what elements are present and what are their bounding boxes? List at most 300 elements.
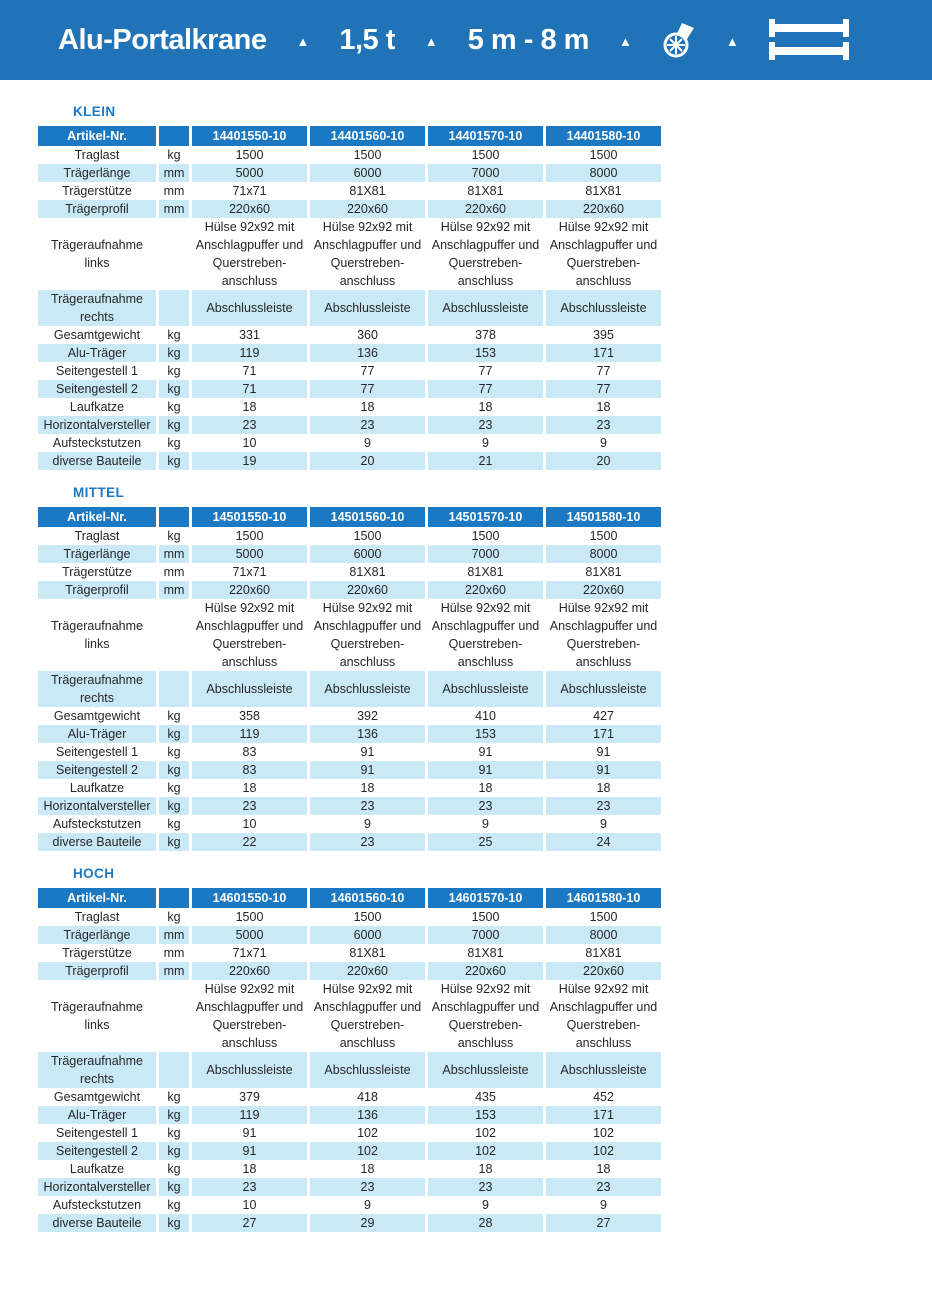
page-title: Alu-Portalkrane [58, 23, 267, 56]
row-label: Trägeraufnahme rechts [38, 1052, 156, 1088]
row-unit: kg [167, 148, 181, 162]
cell-value: 81X81 [467, 565, 504, 579]
cell-value: Hülse 92x92 mit Anschlagpuffer und Querstrebenanschluss [549, 220, 658, 288]
cell-value: 23 [310, 416, 425, 434]
row-unit: kg [167, 364, 181, 378]
row-unit: mm [159, 200, 189, 218]
article-number: 14601550-10 [192, 888, 307, 908]
table-row [38, 398, 661, 416]
cell-value: 23 [310, 833, 425, 851]
capacity-label: 1,5 t [339, 23, 395, 56]
row-label: Horizontalversteller [38, 1178, 156, 1196]
row-unit [159, 218, 189, 290]
cell-value: 29 [310, 1214, 425, 1232]
section-mittel [35, 485, 932, 851]
row-unit [159, 290, 189, 326]
cell-value: 6000 [310, 164, 425, 182]
section-title: HOCH [73, 866, 115, 881]
artikel-nr-header: Artikel-Nr. [38, 126, 156, 146]
row-label: diverse Bauteile [38, 833, 156, 851]
cell-value: 10 [242, 1198, 257, 1212]
spec-table-hoch [35, 888, 664, 1232]
row-unit: mm [163, 946, 185, 960]
row-unit: mm [159, 962, 189, 980]
cell-value: 18 [242, 1162, 257, 1176]
cell-value: Abschlussleiste [310, 290, 425, 326]
cell-value: 119 [192, 344, 307, 362]
row-label: Trägeraufnahme links [51, 619, 143, 651]
cell-value: 153 [428, 1106, 543, 1124]
cell-value: 220x60 [428, 581, 543, 599]
cell-value: 102 [428, 1142, 543, 1160]
cell-value: 91 [360, 745, 375, 759]
section-title: KLEIN [73, 104, 116, 119]
row-unit: kg [159, 1214, 189, 1232]
article-number: 14501580-10 [546, 507, 661, 527]
spec-table-klein [35, 126, 664, 470]
cell-value: Abschlussleiste [428, 671, 543, 707]
cell-value: 81X81 [585, 946, 622, 960]
cell-value: 77 [546, 380, 661, 398]
cell-value: 71x71 [232, 565, 267, 579]
row-unit: mm [159, 926, 189, 944]
cell-value: Hülse 92x92 mit Anschlagpuffer und Querstrebenanschluss [313, 601, 422, 669]
cell-value: 24 [546, 833, 661, 851]
cell-value: 91 [192, 1142, 307, 1160]
cell-value: Abschlussleiste [546, 671, 661, 707]
cell-value: 7000 [428, 926, 543, 944]
cell-value: 1500 [471, 148, 500, 162]
row-unit: kg [167, 1126, 181, 1140]
table-row [38, 1178, 661, 1196]
cell-value: 1500 [471, 910, 500, 924]
cell-value: 23 [428, 1178, 543, 1196]
row-unit: kg [167, 709, 181, 723]
article-number: 14601580-10 [546, 888, 661, 908]
cell-value: 1500 [235, 148, 264, 162]
cell-value: 102 [475, 1126, 496, 1140]
cell-value: 23 [192, 416, 307, 434]
cell-value: Abschlussleiste [428, 290, 543, 326]
row-unit: kg [167, 436, 181, 450]
cell-value: Hülse 92x92 mit Anschlagpuffer und Querstrebenanschluss [313, 220, 422, 288]
row-unit: kg [167, 529, 181, 543]
row-label: Seitengestell 1 [55, 364, 138, 378]
cell-value: 18 [596, 400, 611, 414]
cell-value: 410 [475, 709, 496, 723]
cell-value: 18 [242, 400, 257, 414]
cell-value: Hülse 92x92 mit Anschlagpuffer und Querstrebenanschluss [431, 982, 540, 1050]
cell-value: 27 [546, 1214, 661, 1232]
cell-value: Hülse 92x92 mit Anschlagpuffer und Querstrebenanschluss [195, 601, 304, 669]
cell-value: 23 [192, 797, 307, 815]
cell-value: 452 [593, 1090, 614, 1104]
cell-value: 1500 [353, 910, 382, 924]
cell-value: 81X81 [585, 565, 622, 579]
cell-value: Hülse 92x92 mit Anschlagpuffer und Querstrebenanschluss [313, 982, 422, 1050]
table-row [38, 545, 661, 563]
row-unit: kg [159, 344, 189, 362]
row-label: Trägerstütze [62, 565, 132, 579]
cell-value: 81X81 [349, 946, 386, 960]
cell-value: 153 [428, 725, 543, 743]
table-row [38, 725, 661, 743]
row-unit: kg [167, 328, 181, 342]
span-range-label: 5 m - 8 m [467, 23, 589, 56]
unit-column-header [159, 888, 189, 908]
row-label: Laufkatze [69, 1162, 125, 1176]
cell-value: Hülse 92x92 mit Anschlagpuffer und Querstrebenanschluss [549, 601, 658, 669]
cell-value: Abschlussleiste [192, 671, 307, 707]
cell-value: 23 [310, 1178, 425, 1196]
cell-value: 119 [192, 725, 307, 743]
row-label: Alu-Träger [38, 725, 156, 743]
datasheet-content [0, 80, 932, 1242]
cell-value: 9 [600, 1198, 607, 1212]
cell-value: 23 [310, 797, 425, 815]
row-unit: kg [159, 380, 189, 398]
table-row [38, 452, 661, 470]
cell-value: Abschlussleiste [428, 1052, 543, 1088]
cell-value: 23 [428, 416, 543, 434]
row-label: Trägeraufnahme rechts [38, 290, 156, 326]
table-row [38, 146, 661, 164]
table-row [38, 182, 661, 200]
table-row [38, 833, 661, 851]
cell-value: 25 [428, 833, 543, 851]
cell-value: 395 [593, 328, 614, 342]
cell-value: 220x60 [428, 962, 543, 980]
cell-value: 8000 [546, 164, 661, 182]
row-label: Aufsteckstutzen [52, 1198, 142, 1212]
cell-value: Abschlussleiste [546, 1052, 661, 1088]
table-row [38, 416, 661, 434]
cell-value: 71x71 [232, 184, 267, 198]
cell-value: 220x60 [310, 200, 425, 218]
cell-value: 77 [596, 364, 611, 378]
row-label: Seitengestell 2 [38, 761, 156, 779]
row-unit: kg [159, 1106, 189, 1124]
row-label: Trägerprofil [38, 581, 156, 599]
table-row [38, 815, 661, 833]
row-label: Gesamtgewicht [53, 328, 141, 342]
cell-value: 1500 [471, 529, 500, 543]
cell-value: 9 [482, 436, 489, 450]
cell-value: 392 [357, 709, 378, 723]
article-number: 14401580-10 [546, 126, 661, 146]
table-row [38, 761, 661, 779]
cell-value: 1500 [235, 529, 264, 543]
cell-value: 119 [192, 1106, 307, 1124]
cell-value: 77 [428, 380, 543, 398]
row-label: Trägerprofil [38, 200, 156, 218]
row-unit: kg [159, 833, 189, 851]
cell-value: 18 [478, 781, 493, 795]
row-unit [159, 1052, 189, 1088]
row-label: Trägerlänge [38, 926, 156, 944]
cell-value: 22 [192, 833, 307, 851]
cell-value: 220x60 [192, 200, 307, 218]
table-row [38, 1106, 661, 1124]
cell-value: 18 [360, 400, 375, 414]
cell-value: Hülse 92x92 mit Anschlagpuffer und Querstrebenanschluss [195, 982, 304, 1050]
row-label: Trägerprofil [38, 962, 156, 980]
table-row [38, 527, 661, 545]
row-unit [159, 599, 189, 671]
cell-value: 91 [242, 1126, 257, 1140]
cell-value: Abschlussleiste [310, 1052, 425, 1088]
cell-value: 9 [600, 436, 607, 450]
table-row [38, 980, 661, 1052]
row-label: Trägerstütze [62, 184, 132, 198]
section-title: MITTEL [73, 485, 125, 500]
row-label: Trägeraufnahme links [51, 238, 143, 270]
cell-value: Hülse 92x92 mit Anschlagpuffer und Querstrebenanschluss [549, 982, 658, 1050]
row-unit: mm [159, 545, 189, 563]
table-row [38, 1124, 661, 1142]
table-row [38, 962, 661, 980]
cell-value: 18 [242, 781, 257, 795]
cell-value: 171 [546, 344, 661, 362]
row-label: Laufkatze [69, 400, 125, 414]
row-label: Seitengestell 1 [55, 1126, 138, 1140]
section-hoch [35, 866, 932, 1232]
table-row [38, 1214, 661, 1232]
cell-value: 220x60 [546, 200, 661, 218]
cell-value: 6000 [310, 926, 425, 944]
row-label: diverse Bauteile [38, 1214, 156, 1232]
cell-value: Abschlussleiste [192, 1052, 307, 1088]
spec-table-mittel [35, 507, 664, 851]
row-label: Laufkatze [69, 781, 125, 795]
cell-value: 378 [475, 328, 496, 342]
cell-value: 5000 [192, 926, 307, 944]
cell-value: 360 [357, 328, 378, 342]
cell-value: 71x71 [232, 946, 267, 960]
table-row [38, 599, 661, 671]
cell-value: 10 [242, 817, 257, 831]
cell-value: 171 [546, 1106, 661, 1124]
cell-value: 77 [360, 364, 375, 378]
cell-value: 20 [310, 452, 425, 470]
cell-value: 91 [310, 761, 425, 779]
row-label: Seitengestell 2 [38, 1142, 156, 1160]
row-unit [159, 980, 189, 1052]
cell-value: 77 [478, 364, 493, 378]
cell-value: 23 [192, 1178, 307, 1196]
table-row [38, 380, 661, 398]
cell-value: 331 [239, 328, 260, 342]
cell-value: 220x60 [546, 962, 661, 980]
cell-value: 418 [357, 1090, 378, 1104]
table-row [38, 779, 661, 797]
row-label: Alu-Träger [38, 344, 156, 362]
table-row [38, 908, 661, 926]
row-label: diverse Bauteile [38, 452, 156, 470]
article-number: 14501560-10 [310, 507, 425, 527]
cell-value: Hülse 92x92 mit Anschlagpuffer und Querstrebenanschluss [431, 220, 540, 288]
artikel-nr-header: Artikel-Nr. [38, 507, 156, 527]
cell-value: 136 [310, 725, 425, 743]
table-body [38, 146, 661, 470]
cell-value: 91 [596, 745, 611, 759]
row-unit: kg [159, 797, 189, 815]
cell-value: 220x60 [192, 962, 307, 980]
row-label: Traglast [74, 910, 120, 924]
table-row [38, 164, 661, 182]
table-row [38, 344, 661, 362]
table-row [38, 1142, 661, 1160]
table-row [38, 218, 661, 290]
unit-column-header [159, 507, 189, 527]
cell-value: 9 [600, 817, 607, 831]
row-label: Trägeraufnahme rechts [38, 671, 156, 707]
cell-value: 5000 [192, 164, 307, 182]
cell-value: 153 [428, 344, 543, 362]
row-unit: kg [167, 745, 181, 759]
cell-value: 9 [364, 436, 371, 450]
cell-value: 1500 [235, 910, 264, 924]
row-label: Traglast [74, 529, 120, 543]
cell-value: 427 [593, 709, 614, 723]
row-unit: kg [159, 452, 189, 470]
cell-value: Abschlussleiste [310, 671, 425, 707]
cell-value: Abschlussleiste [546, 290, 661, 326]
cell-value: 102 [357, 1126, 378, 1140]
cell-value: 9 [482, 817, 489, 831]
row-label: Horizontalversteller [38, 797, 156, 815]
artikel-nr-header: Artikel-Nr. [38, 888, 156, 908]
table-row [38, 1088, 661, 1106]
row-label: Horizontalversteller [38, 416, 156, 434]
triangle-separator-icon: ▲ [296, 33, 310, 49]
table-header-row [38, 888, 661, 908]
cell-value: 19 [192, 452, 307, 470]
row-label: Seitengestell 1 [55, 745, 138, 759]
cell-value: 136 [310, 1106, 425, 1124]
article-number: 14601570-10 [428, 888, 543, 908]
cell-value: 27 [192, 1214, 307, 1232]
unit-column-header [159, 126, 189, 146]
cell-value: 9 [364, 1198, 371, 1212]
cell-value: 8000 [546, 926, 661, 944]
cell-value: 1500 [589, 910, 618, 924]
row-unit: mm [163, 184, 185, 198]
article-number: 14401570-10 [428, 126, 543, 146]
row-label: Alu-Träger [38, 1106, 156, 1124]
cell-value: 77 [310, 380, 425, 398]
cell-value: 83 [192, 761, 307, 779]
row-unit: kg [167, 1198, 181, 1212]
swivel-caster-icon [662, 21, 696, 59]
cell-value: 81X81 [349, 184, 386, 198]
cell-value: 5000 [192, 545, 307, 563]
row-label: Traglast [74, 148, 120, 162]
table-row [38, 797, 661, 815]
cell-value: 1500 [353, 148, 382, 162]
row-unit: kg [167, 400, 181, 414]
row-label: Trägerstütze [62, 946, 132, 960]
table-row [38, 743, 661, 761]
row-label: Gesamtgewicht [53, 1090, 141, 1104]
cell-value: 7000 [428, 164, 543, 182]
table-body [38, 527, 661, 851]
cell-value: 81X81 [585, 184, 622, 198]
triangle-separator-icon: ▲ [618, 33, 632, 49]
row-unit: kg [159, 761, 189, 779]
table-row [38, 200, 661, 218]
cell-value: 18 [596, 781, 611, 795]
cell-value: 81X81 [349, 565, 386, 579]
cell-value: 91 [478, 745, 493, 759]
cell-value: 18 [360, 781, 375, 795]
cell-value: 7000 [428, 545, 543, 563]
table-row [38, 707, 661, 725]
cell-value: 358 [239, 709, 260, 723]
row-unit: kg [167, 910, 181, 924]
row-unit: kg [167, 781, 181, 795]
cell-value: 379 [239, 1090, 260, 1104]
cell-value: 83 [242, 745, 257, 759]
cell-value: 71 [242, 364, 257, 378]
cell-value: 102 [593, 1126, 614, 1140]
table-row [38, 1196, 661, 1214]
article-number: 14501550-10 [192, 507, 307, 527]
table-row [38, 944, 661, 962]
table-row [38, 1160, 661, 1178]
triangle-separator-icon: ▲ [725, 33, 739, 49]
cell-value: 18 [596, 1162, 611, 1176]
row-unit: mm [159, 581, 189, 599]
crane-beam-icon [769, 19, 849, 61]
cell-value: 23 [546, 797, 661, 815]
cell-value: Abschlussleiste [192, 290, 307, 326]
row-unit: kg [167, 1162, 181, 1176]
cell-value: Hülse 92x92 mit Anschlagpuffer und Querstrebenanschluss [195, 220, 304, 288]
row-unit: kg [159, 725, 189, 743]
cell-value: 220x60 [310, 962, 425, 980]
cell-value: 23 [546, 1178, 661, 1196]
row-unit: kg [167, 1090, 181, 1104]
row-unit: mm [159, 164, 189, 182]
cell-value: 81X81 [467, 184, 504, 198]
cell-value: 6000 [310, 545, 425, 563]
cell-value: 220x60 [546, 581, 661, 599]
row-unit: kg [167, 817, 181, 831]
cell-value: 102 [546, 1142, 661, 1160]
row-label: Trägerlänge [38, 545, 156, 563]
cell-value: 9 [364, 817, 371, 831]
cell-value: 220x60 [192, 581, 307, 599]
row-label: Aufsteckstutzen [52, 436, 142, 450]
row-label: Trägeraufnahme links [51, 1000, 143, 1032]
cell-value: 28 [428, 1214, 543, 1232]
table-row [38, 326, 661, 344]
cell-value: 8000 [546, 545, 661, 563]
article-number: 14501570-10 [428, 507, 543, 527]
table-row [38, 290, 661, 326]
row-label: Trägerlänge [38, 164, 156, 182]
table-header-row [38, 507, 661, 527]
row-label: Seitengestell 2 [38, 380, 156, 398]
cell-value: 91 [428, 761, 543, 779]
cell-value: 21 [428, 452, 543, 470]
cell-value: 10 [242, 436, 257, 450]
page-header-banner [0, 0, 932, 80]
table-header-row [38, 126, 661, 146]
table-row [38, 563, 661, 581]
cell-value: 18 [478, 1162, 493, 1176]
